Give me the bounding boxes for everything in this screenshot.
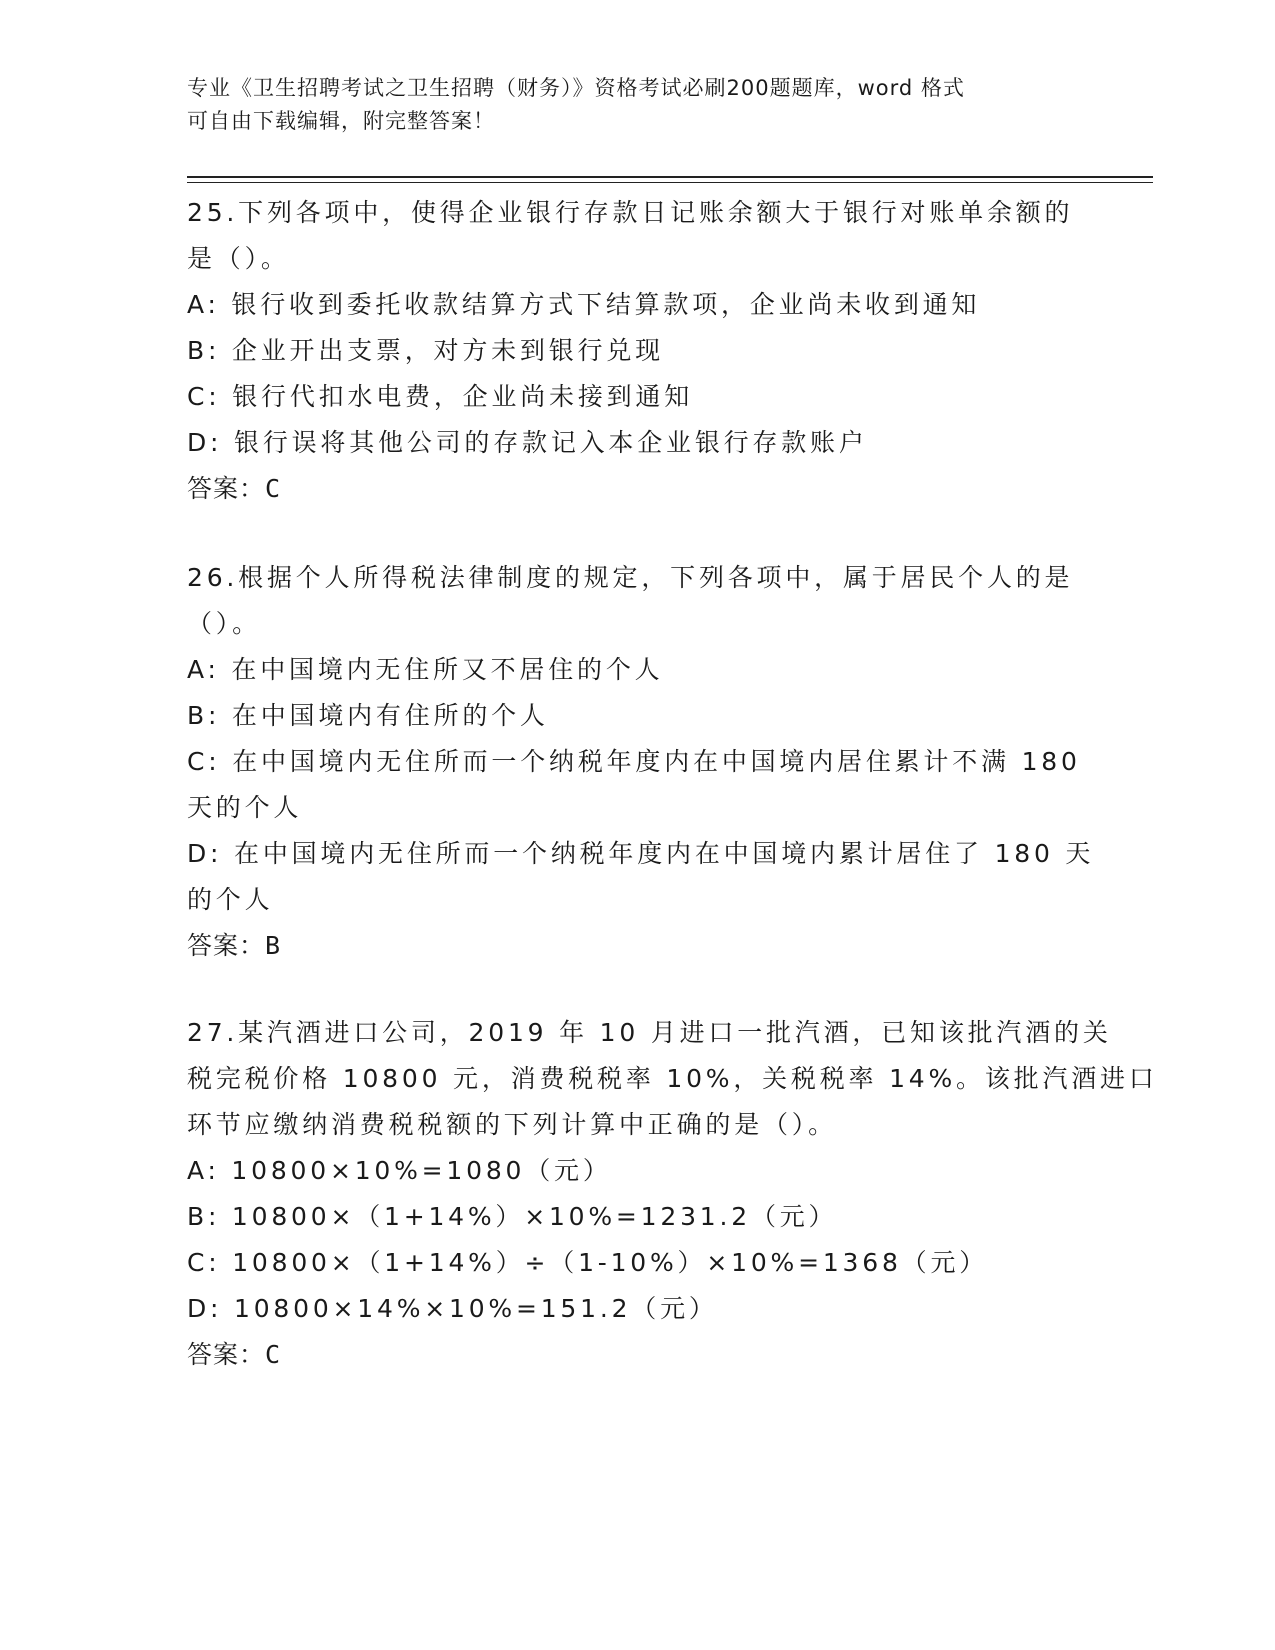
answer-label: 答案： — [187, 474, 266, 503]
answer-line — [187, 1332, 1087, 1378]
option-d: D: 银行误将其他公司的存款记入本企业银行存款账户 — [187, 428, 868, 457]
option-a: A: 在中国境内无住所又不居住的个人 — [187, 655, 664, 684]
question-26 — [187, 555, 1095, 969]
question-stem-line: 26.根据个人所得税法律制度的规定，下列各项中，属于居民个人的是 — [187, 563, 1074, 592]
document-header — [187, 72, 1067, 138]
question-stem-line: 25.下列各项中，使得企业银行存款日记账余额大于银行对账单余额的 — [187, 198, 1074, 227]
question-stem-line: 税完税价格 10800 元，消费税税率 10%，关税税率 14%。该批汽酒进口 — [187, 1064, 1158, 1093]
answer-line — [187, 923, 1087, 969]
question-stem-line: 环节应缴纳消费税税额的下列计算中正确的是（）。 — [187, 1110, 837, 1139]
header-line-1: 专业《卫生招聘考试之卫生招聘（财务）》资格考试必刷200题题库，word 格式 — [187, 76, 965, 100]
option-c-continued: 天的个人 — [187, 793, 303, 822]
header-line-2: 可自由下载编辑，附完整答案！ — [187, 109, 495, 133]
option-a: A: 银行收到委托收款结算方式下结算款项，企业尚未收到通知 — [187, 290, 981, 319]
option-c: C: 10800×（1+14%）÷（1-10%）×10%=1368（元） — [187, 1248, 989, 1277]
option-b: B: 10800×（1+14%）×10%=1231.2（元） — [187, 1202, 838, 1231]
question-stem-line: 是（）。 — [187, 244, 290, 273]
header-divider-thick — [187, 176, 1153, 178]
answer-value: C — [265, 474, 282, 503]
option-d: D: 10800×14%×10%=151.2（元） — [187, 1294, 718, 1323]
answer-line — [187, 466, 1087, 512]
question-stem-line: 27.某汽酒进口公司，2019 年 10 月进口一批汽酒，已知该批汽酒的关 — [187, 1018, 1112, 1047]
header-divider-thin — [187, 182, 1153, 183]
option-c: C: 在中国境内无住所而一个纳税年度内在中国境内居住累计不满 180 — [187, 747, 1081, 776]
option-d: D: 在中国境内无住所而一个纳税年度内在中国境内累计居住了 180 天 — [187, 839, 1095, 868]
question-27 — [187, 1010, 1158, 1378]
option-d-continued: 的个人 — [187, 885, 274, 914]
option-c: C: 银行代扣水电费，企业尚未接到通知 — [187, 382, 694, 411]
answer-value: B — [265, 931, 282, 960]
answer-label: 答案： — [187, 931, 266, 960]
option-b: B: 企业开出支票，对方未到银行兑现 — [187, 336, 664, 365]
answer-value: C — [265, 1340, 282, 1369]
option-b: B: 在中国境内有住所的个人 — [187, 701, 549, 730]
question-25 — [187, 190, 1087, 512]
option-a: A: 10800×10%=1080（元） — [187, 1156, 612, 1185]
question-stem-line: （）。 — [187, 609, 261, 638]
answer-label: 答案： — [187, 1340, 266, 1369]
